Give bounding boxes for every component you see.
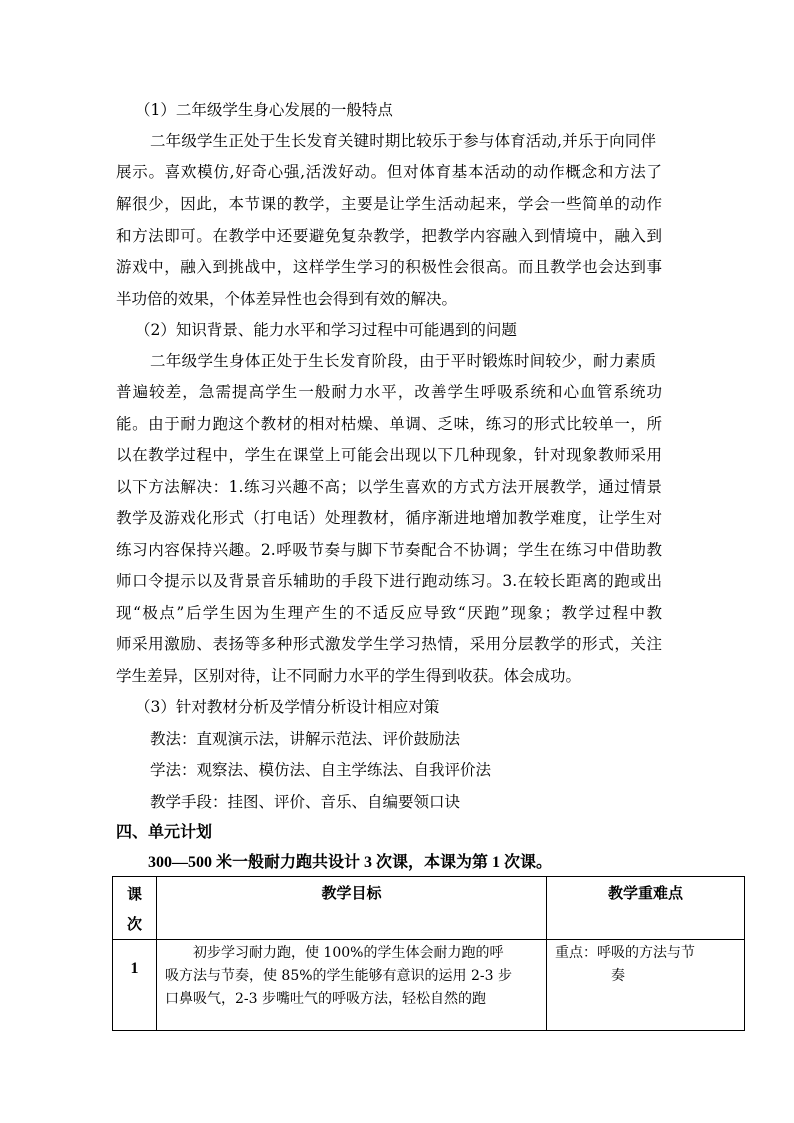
goal-line-2: 吸方法与节奏，使 85%的学生能够有意识的运用 2-3 步 [164, 968, 512, 984]
teaching-means: 教学手段：挂图、评价、音乐、自编要领口诀 [150, 793, 461, 811]
focus-line-1: 重点：呼吸的方法与节 [555, 945, 696, 961]
paragraph-2-line-9: 现“极点”后学生因为生理产生的不适反应导致“厌跑”现象；教学过程中教 [116, 604, 662, 622]
unit-plan-subtitle: 300—500 米一般耐力跑共设计 3 次课，本课为第 1 次课。 [148, 854, 553, 871]
key-difficulties-cell [547, 940, 745, 1031]
paragraph-2-line-3: 能。由于耐力跑这个教材的相对枯燥、单调、乏味，练习的形式比较单一，所 [116, 415, 662, 433]
paragraph-1-line-3: 解很少，因此，本节课的教学，主要是让学生活动起来，学会一些简单的动作 [116, 195, 662, 213]
paragraph-2-line-2: 普遍较差，急需提高学生一般耐力水平，改善学生呼吸系统和心血管系统功 [116, 383, 662, 401]
paragraph-2-line-10: 师采用激励、表扬等多种形式激发学生学习热情，采用分层教学的形式，关注 [116, 635, 662, 653]
paragraph-1-line-1: 二年级学生正处于生长发育关键时期比较乐于参与体育活动,并乐于向同伴 [150, 132, 656, 150]
goal-line-1: 初步学习耐力跑，使 100%的学生体会耐力跑的呼 [192, 945, 504, 961]
paragraph-1-line-6: 半功倍的效果，个体差异性也会得到有效的解决。 [116, 290, 458, 308]
paragraph-2-line-6: 教学及游戏化形式（打电话）处理教材，循序渐进地增加教学难度，让学生对 [116, 509, 662, 527]
header-lesson-char-1: 课 [126, 885, 142, 903]
subheading-3: （3）针对教材分析及学情分析设计相应对策 [135, 698, 440, 716]
paragraph-2-line-5: 以下方法解决：1.练习兴趣不高；以学生喜欢的方式方法开展教学，通过情景 [116, 478, 662, 496]
paragraph-1-line-2: 展示。喜欢模仿,好奇心强,活泼好动。但对体育基本活动的动作概念和方法了 [116, 163, 662, 181]
table-row [113, 940, 745, 1031]
paragraph-1-line-4: 和方法即可。在教学中还要避免复杂教学，把教学内容融入到情境中，融入到 [116, 227, 662, 245]
focus-line-2: 奏 [611, 968, 626, 984]
paragraph-2-line-4: 以在教学过程中，学生在课堂上可能会出现以下几种现象，针对现象教师采用 [116, 446, 662, 464]
paragraph-1-line-5: 游戏中，融入到挑战中，这样学生学习的积极性会很高。而且教学也会达到事 [116, 258, 662, 276]
header-teaching-goal: 教学目标 [156, 877, 546, 940]
table-header-row [113, 877, 745, 940]
header-lesson-number-text [113, 877, 156, 939]
teaching-method: 教法：直观演示法，讲解示范法、评价鼓励法 [150, 730, 461, 748]
paragraph-2-line-8: 师口令提示以及背景音乐辅助的手段下进行跑动练习。3.在较长距离的跑或出 [116, 572, 662, 590]
section-4-title: 四、单元计划 [116, 824, 213, 841]
unit-plan-table [112, 876, 745, 1031]
paragraph-2-line-11: 学生差异，区别对待，让不同耐力水平的学生得到收获。体会成功。 [116, 667, 582, 685]
learning-method: 学法：观察法、模仿法、自主学练法、自我评价法 [150, 761, 492, 779]
goal-line-3: 口鼻吸气，2-3 步嘴吐气的呼吸方法，轻松自然的跑 [164, 991, 486, 1007]
teaching-goal-cell [156, 940, 546, 1031]
paragraph-2-line-7: 练习内容保持兴趣。2.呼吸节奏与脚下节奏配合不协调；学生在练习中借助教 [116, 541, 662, 559]
subheading-1: （1）二年级学生身心发展的一般特点 [135, 101, 393, 119]
subheading-2: （2）知识背景、能力水平和学习过程中可能遇到的问题 [135, 321, 517, 339]
header-key-difficulties: 教学重难点 [547, 877, 745, 940]
paragraph-2-line-1: 二年级学生身体正处于生长发育阶段，由于平时锻炼时间较少，耐力素质 [150, 352, 656, 370]
lesson-number-cell: 1 [113, 940, 157, 1031]
header-lesson-number [113, 877, 157, 940]
header-lesson-char-2: 次 [126, 915, 142, 933]
